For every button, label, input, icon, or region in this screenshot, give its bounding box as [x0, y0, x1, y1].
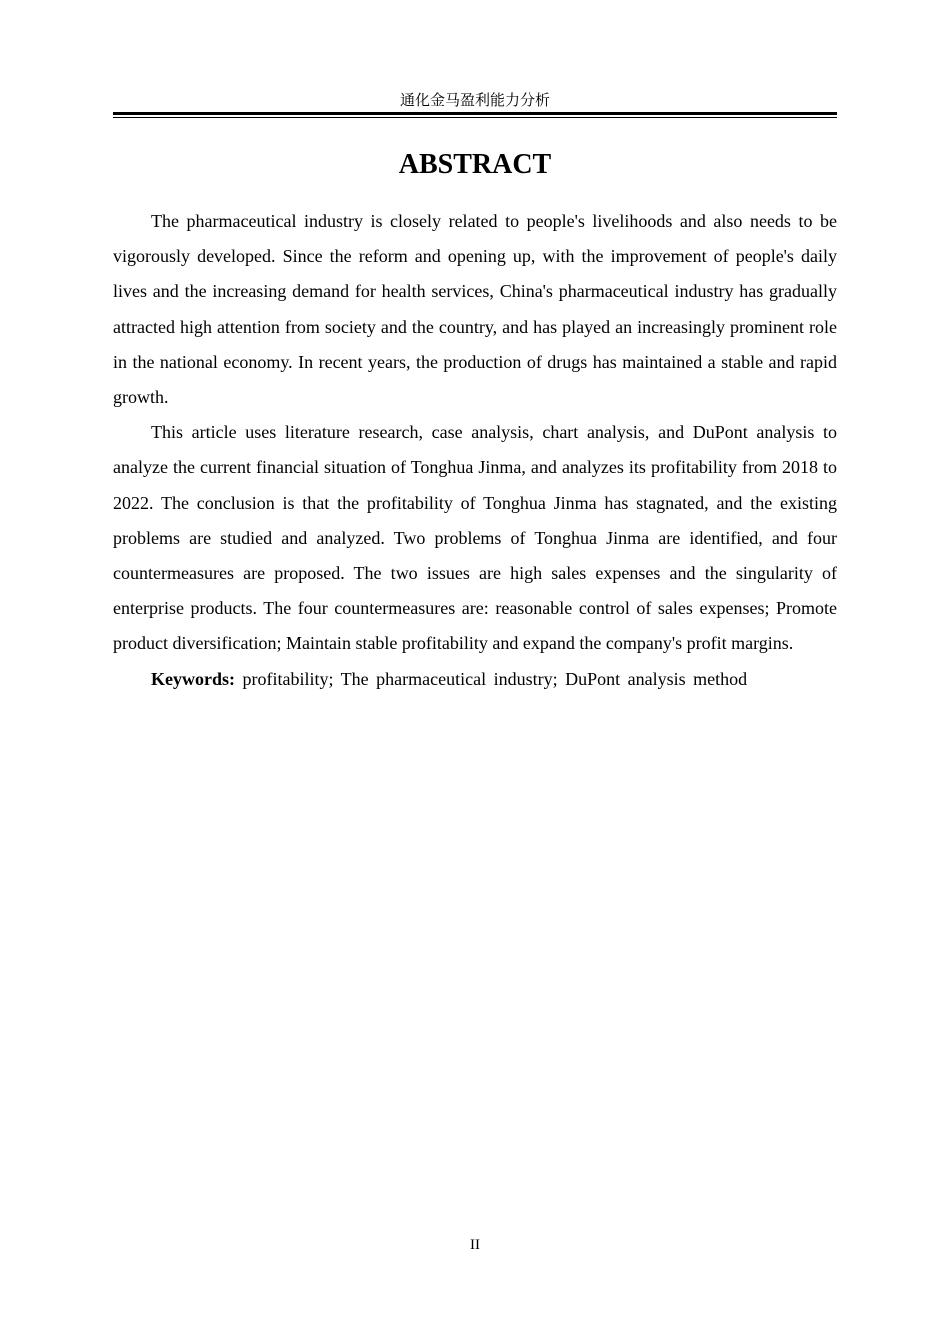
- header-rule-thin: [113, 117, 837, 118]
- running-header: 通化金马盈利能力分析: [399, 91, 550, 109]
- abstract-title: ABSTRACT: [398, 149, 552, 180]
- keywords-text: profitability; The pharmaceutical industry; DuPont analysis method: [242, 668, 748, 689]
- abstract-body: [113, 204, 837, 697]
- abstract-paragraph-2: This article uses literature research, case analysis, chart analysis, and DuPont analysis to analyze the current financial situation of Tonghua Jinma, and analyzes its profitability from 2018 to 2022. The conclusion is that the profitability of Tonghua Jinma has stagnated, and the existing problems are studied and analyzed. Two problems of Tonghua Jinma are identified, and four countermeasures are proposed. The two issues are high sales expenses and the singularity of enterprise products. The four countermeasures are: reasonable control of sales expenses; Promote product diversification; Maintain stable profitability and expand the company's profit margins.: [113, 422, 837, 654]
- abstract-paragraph-1: The pharmaceutical industry is closely related to people's livelihoods and also needs to be vigorously developed. Since the reform and opening up, with the improvement of people's daily lives and the increasing demand for health services, China's pharmaceutical industry has gradually attracted high attention from society and the country, and has played an increasingly prominent role in the national economy. In recent years, the production of drugs has maintained a stable and rapid growth.: [113, 211, 837, 408]
- keywords-line: [113, 662, 837, 697]
- header-rule-thick: [113, 112, 837, 115]
- page-number: II: [470, 1237, 480, 1253]
- keywords-label: Keywords:: [151, 668, 235, 689]
